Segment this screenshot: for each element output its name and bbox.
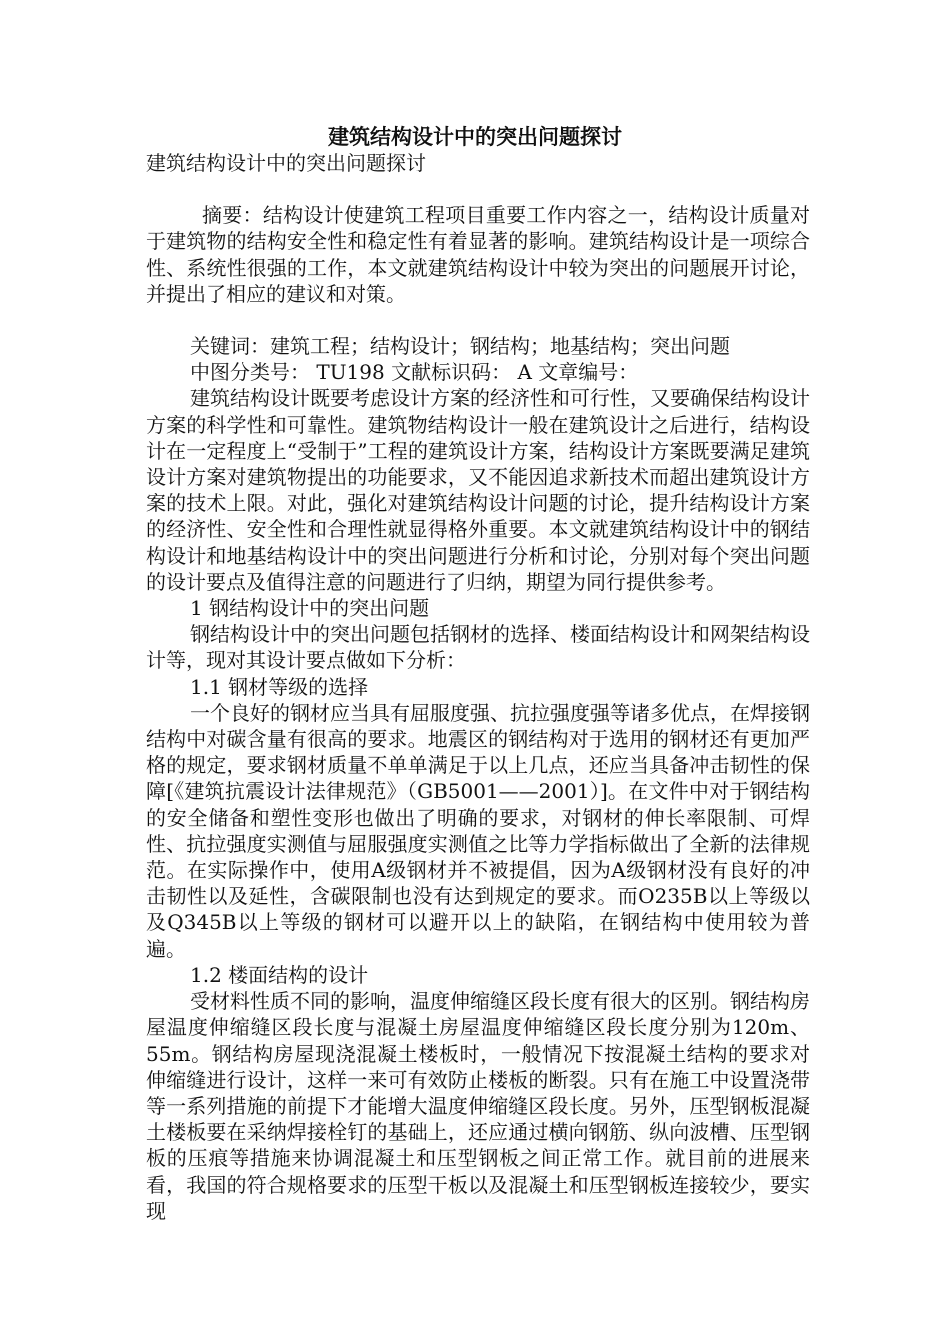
abstract-paragraph: 摘要：结构设计使建筑工程项目重要工作内容之一，结构设计质量对于建筑物的结构安全性和稳定性有着显著的影响。建筑结构设计是一项综合性、系统性很强的工作，本文就建筑结构设计中较为突出的问题展开讨论，并提出了相应的建议和对策。: [146, 203, 810, 306]
section-1-1-paragraph: 一个良好的钢材应当具有屈服度强、抗拉强度强等诸多优点，在焊接钢结构中对碳含量有很高的要求。地震区的钢结构对于选用的钢材还有更加严格的规定，要求钢材质量不单单满足于以上几点，还应当具备冲击韧性的保障[《建筑抗震设计法律规范》（GB5001——2001）]。在文件中对于钢结构的安全储备和塑性变形也做出了明确的要求，对钢材的伸长率限制、可焊性、抗拉强度实测值与屈服强度实测值之比等力学指标做出了全新的法律规范。在实际操作中，使用A级钢材并不被提倡，因为A级钢材没有良好的冲击韧性以及延性，含碳限制也没有达到规定的要求。而O235B以上等级以及Q345B以上等级的钢材可以避开以上的缺陷，在钢结构中使用较为普遍。: [146, 700, 810, 961]
document-subtitle: 建筑结构设计中的突出问题探讨: [146, 151, 426, 175]
document-body: [146, 150, 810, 1224]
classification-line: 中图分类号： TU198 文献标识码： A 文章编号：: [190, 360, 639, 385]
section-1-paragraph: 钢结构设计中的突出问题包括钢材的选择、楼面结构设计和网架结构设计等，现对其设计要点做如下分析：: [146, 622, 810, 673]
section-1-heading: 1 钢结构设计中的突出问题: [190, 596, 430, 621]
section-1-2-heading: 1.2 楼面结构的设计: [190, 962, 369, 987]
blank-line: [146, 176, 810, 202]
section-1-1-heading: 1.1 钢材等级的选择: [190, 674, 369, 699]
document-title: 建筑结构设计中的突出问题探讨: [328, 124, 622, 149]
intro-paragraph: 建筑结构设计既要考虑设计方案的经济性和可行性，又要确保结构设计方案的科学性和可靠性。建筑物结构设计一般在建筑设计之后进行，结构设计在一定程度上“受制于”工程的建筑设计方案，结构设计方案既要满足建筑设计方案对建筑物提出的功能要求，又不能因追求新技术而超出建筑设计方案的技术上限。对此，强化对建筑结构设计问题的讨论，提升结构设计方案的经济性、安全性和合理性就显得格外重要。本文就建筑结构设计中的钢结构设计和地基结构设计中的突出问题进行分析和讨论，分别对每个突出问题的设计要点及值得注意的问题进行了归纳，期望为同行提供参考。: [146, 386, 810, 594]
section-1-2-paragraph: 受材料性质不同的影响，温度伸缩缝区段长度有很大的区别。钢结构房屋温度伸缩缝区段长度与混凝土房屋温度伸缩缝区段长度分别为120m、55m。钢结构房屋现浇混凝土楼板时，一般情况下按混凝土结构的要求对伸缩缝进行设计，这样一来可有效防止楼板的断裂。只有在施工中设置浇带等一系列措施的前提下才能增大温度伸缩缝区段长度。另外，压型钢板混凝土楼板要在采纳焊接栓钉的基础上，还应通过横向钢筋、纵向波槽、压型钢板的压痕等措施来协调混凝土和压型钢板之间正常工作。就目前的进展来看，我国的符合规格要求的压型干板以及混凝土和压型钢板连接较少，要实现: [146, 989, 810, 1223]
blank-line: [146, 307, 810, 333]
keywords-line: 关键词：建筑工程；结构设计；钢结构；地基结构；突出问题: [190, 334, 730, 359]
